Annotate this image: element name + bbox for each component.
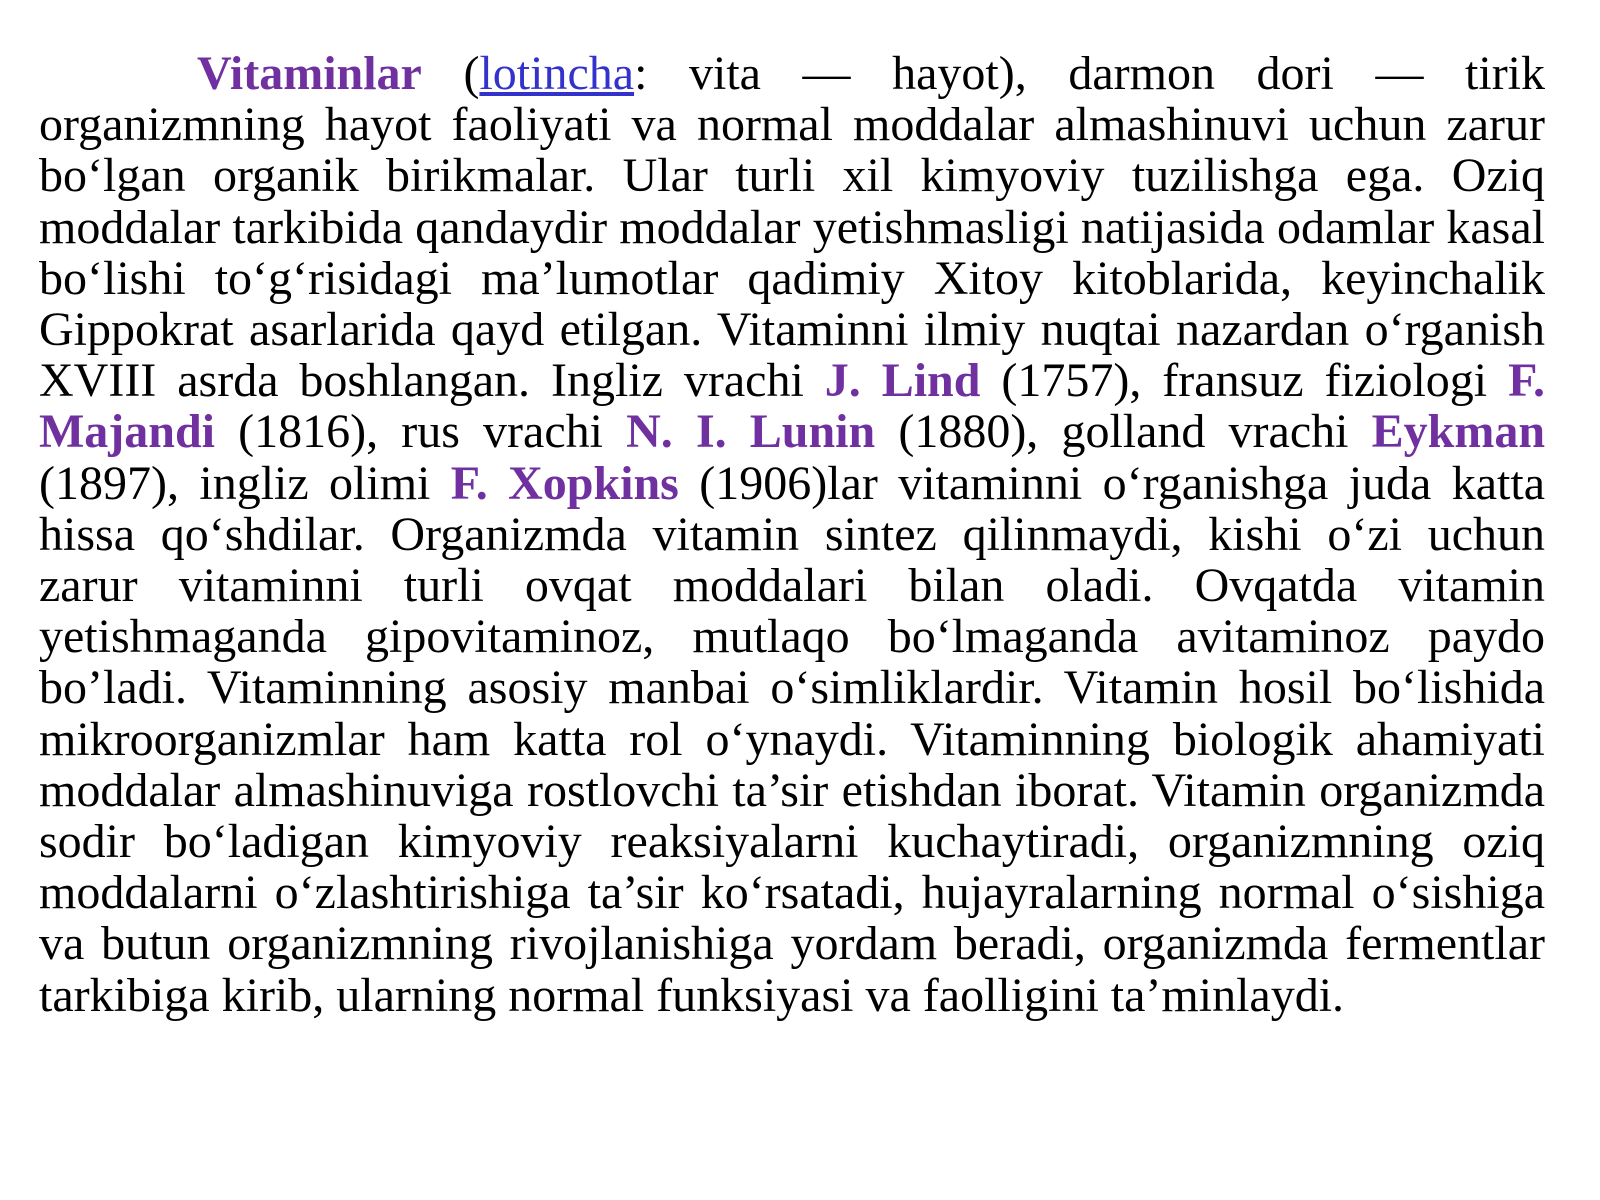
text-segment: ( [421, 47, 480, 100]
text-segment: (1880), golland vrachi [875, 405, 1372, 459]
text-segment: : vita — hayot), darmon dori — tirik organizmning hayot faoliyati va normal moddalar almashinuvi uchun zarur bo‘lgan organik birikmalar. Ular turli xil kimyoviy tuzilishga ega. Oziq moddalar tarkibida qandaydir moddalar yetishmasligi natijasida odamlar kasal bo‘lishi to‘g‘risidagi ma’lumotlar qadimiy Xitoy kitoblarida, keyinchalik Gippokrat asarlarida qayd etilgan. Vitaminni ilmiy nuqtai nazardan o‘rganish XVIII asrda boshlangan. Ingliz vrachi [39, 47, 1546, 408]
main-paragraph [39, 48, 1545, 1021]
name-f-xopkins: F. Xopkins [450, 456, 679, 510]
name-n-i-lunin: N. I. Lunin [626, 405, 876, 459]
text-segment: (1757), fransuz fiziologi [980, 354, 1509, 408]
text-segment: (1816), rus vrachi [215, 405, 627, 459]
lotincha-link[interactable]: lotincha [479, 47, 635, 100]
name-f-majandi: F. Majandi [39, 354, 1545, 459]
name-eykman: Eykman [1371, 405, 1546, 459]
term-vitaminlar: Vitaminlar [197, 47, 422, 100]
name-j-lind: J. Lind [824, 354, 981, 408]
text-segment: (1906)lar vitaminni o‘rganishga juda katta hissa qo‘shdilar. Organizmda vitamin sintez qilinmaydi, kishi o‘zi uchun zarur vitaminni turli ovqat moddalari bilan oladi. Ovqatda vitamin yetishmaganda gipovitaminoz, mutlaqo bo‘lmaganda avitaminoz paydo bo’ladi. Vitaminning asosiy manbai o‘simliklardir. Vitamin hosil bo‘lishida mikroorganizmlar ham katta rol o‘ynaydi. Vitaminning biologik ahamiyati moddalar almashinuviga rostlovchi ta’sir etishdan iborat. Vitamin organizmda sodir bo‘ladigan kimyoviy reaksiyalarni kuchaytiradi, organizmning oziq moddalarni o‘zlashtirishiga ta’sir ko‘rsatadi, hujayralarning normal o‘sishiga va butun organizmning rivojlanishiga yordam beradi, organizmda fermentlar tarkibiga kirib, ularning normal funksiyasi va faolligini ta’minlaydi. [39, 456, 1546, 1022]
text-segment: (1897), ingliz olimi [39, 456, 451, 510]
